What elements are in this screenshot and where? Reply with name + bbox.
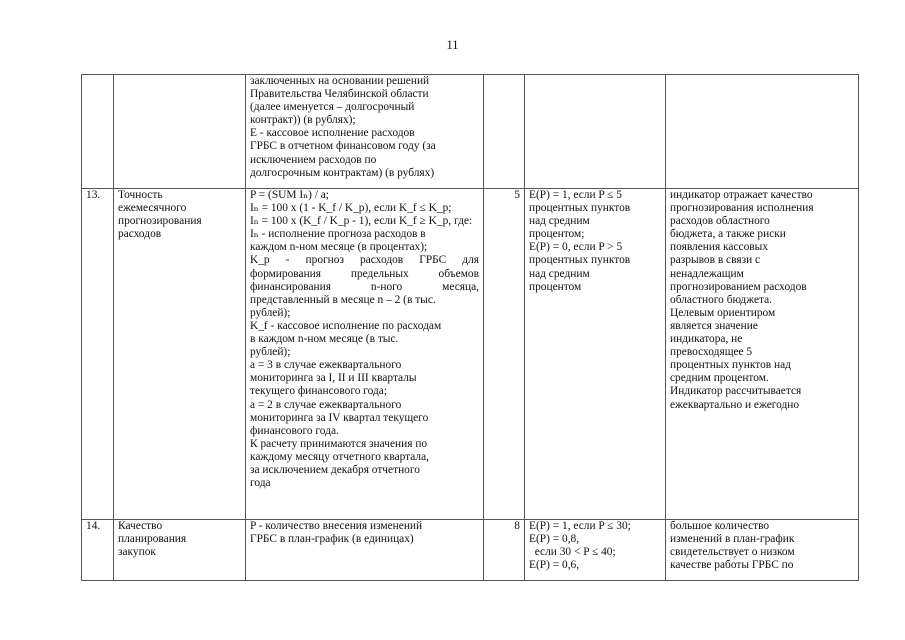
comment-cell: большое количество изменений в план-график свидетельствует о низком качестве работы ГРБС по xyxy=(666,520,859,581)
formula-cell: заключенных на основании решений Правительства Челябинской области (далее именуется – долгосрочный контракт)) (в рублях); E - кассовое исполнение расходов ГРБС в отчетном финансовом году (за исключением расходов по долгосрочным контрактам) (в рублях) xyxy=(246,75,484,189)
formula-cell: P - количество внесения изменений ГРБС в план-график (в единицах) xyxy=(246,520,484,581)
weight-cell: 5 xyxy=(484,189,525,520)
table-row xyxy=(82,189,859,520)
comment-cell xyxy=(666,75,859,189)
evaluation-cell: E(P) = 1, если P ≤ 5 процентных пунктов над средним процентом; E(P) = 0, если P > 5 процентных пунктов над средним процентом xyxy=(525,189,666,520)
comment-cell: индикатор отражает качество прогнозирования исполнения расходов областного бюджета, а также риски появления кассовых разрывов в связи с ненадлежащим прогнозированием расходов областного бюджета. Целевым ориентиром является значение индикатора, не превосходящее 5 процентных пунктов над средним процентом. Индикатор рассчитывается ежеквартально и ежегодно xyxy=(666,189,859,520)
evaluation-cell xyxy=(525,75,666,189)
weight-cell xyxy=(484,75,525,189)
weight-cell: 8 xyxy=(484,520,525,581)
evaluation-cell: E(P) = 1, если P ≤ 30; E(P) = 0,8, если 30 < P ≤ 40; E(P) = 0,6, xyxy=(525,520,666,581)
row-number: 13. xyxy=(82,189,114,520)
formula-cell: P = (SUM Iₙ) / a; Iₙ = 100 x (1 - K_f / K_p), если K_f ≤ K_p; Iₙ = 100 x (K_f / K_p - 1), если K_f ≥ K_p, где: Iₙ - исполнение прогноза расходов в каждом n-ном месяце (в процентах); K_p - прогноз расходов ГРБС для формирования предельных объемов финансирования n-ного месяца, представленный в месяце n – 2 (в тыс. рублей); K_f - кассовое исполнение по расходам в каждом n-ном месяце (в тыс. рублей); a = 3 в случае ежеквартального мониторинга за I, II и III кварталы текущего финансового года; a = 2 в случае ежеквартального мониторинга за IV квартал текущего финансового года. К расчету принимаются значения по каждому месяцу отчетного квартала, за исключением декабря отчетного года xyxy=(246,189,484,520)
table-row xyxy=(82,520,859,581)
row-number xyxy=(82,75,114,189)
table-row xyxy=(82,75,859,189)
indicator-name: Точность ежемесячного прогнозирования расходов xyxy=(114,189,246,520)
indicator-name xyxy=(114,75,246,189)
page-number: 11 xyxy=(446,38,459,52)
row-number: 14. xyxy=(82,520,114,581)
indicators-table xyxy=(81,74,859,581)
indicator-name: Качество планирования закупок xyxy=(114,520,246,581)
